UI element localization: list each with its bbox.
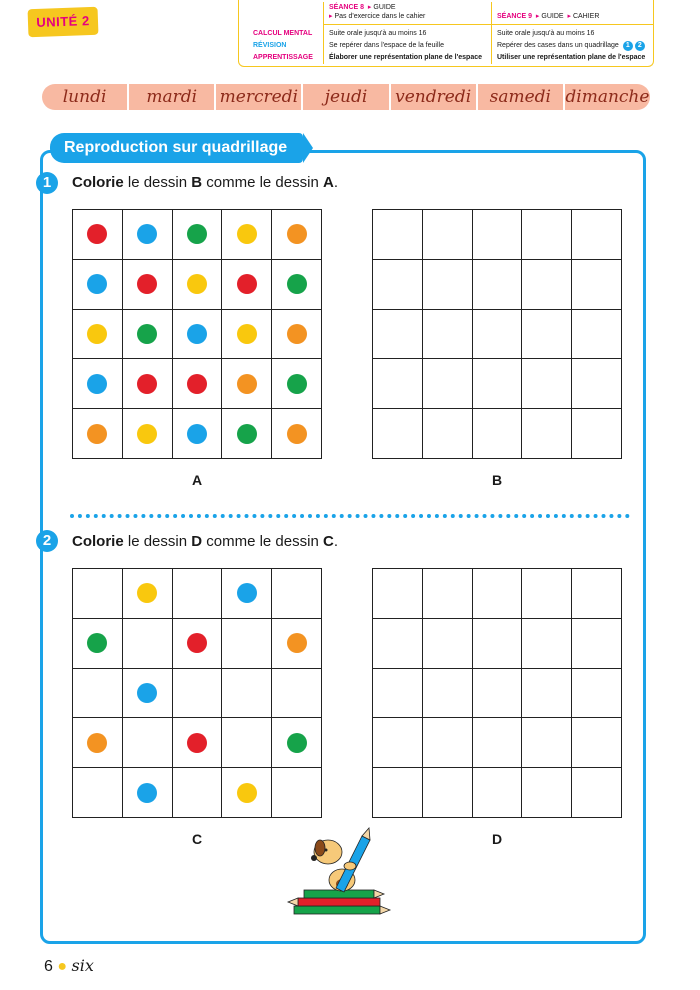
grid-cell[interactable] [423, 569, 473, 619]
grid-cell[interactable] [522, 260, 572, 310]
grid-cell[interactable] [572, 310, 622, 360]
seance9-cahier: CAHIER [572, 13, 600, 20]
grid-cell [73, 210, 123, 260]
green-dot [287, 274, 307, 294]
day-jeudi: jeudi [303, 84, 390, 110]
seance8-row3: Élaborer une représentation plane de l'espace [329, 54, 482, 61]
yellow-dot [237, 224, 257, 244]
day-mardi: mardi [129, 84, 216, 110]
grid-cell [272, 260, 322, 310]
grid-cell [222, 669, 272, 719]
grid-cell [173, 359, 223, 409]
grid-cell[interactable] [473, 569, 523, 619]
grid-cell[interactable] [522, 210, 572, 260]
green-dot [137, 324, 157, 344]
red-dot [237, 274, 257, 294]
page-footer [44, 956, 94, 976]
grid-cell [123, 260, 173, 310]
seance8-row2: Se repérer dans l'espace de la feuille [329, 42, 444, 49]
grid-c [72, 568, 322, 818]
orange-dot [287, 633, 307, 653]
grid-cell [123, 669, 173, 719]
orange-dot [287, 324, 307, 344]
seance9-row2: Repérer des cases dans un quadrillage [497, 42, 619, 49]
grid-cell [73, 669, 123, 719]
grid-cell [272, 768, 322, 818]
grid-cell[interactable] [423, 669, 473, 719]
footer-dot-icon: ● [57, 958, 68, 975]
green-dot [287, 733, 307, 753]
grid-cell[interactable] [373, 359, 423, 409]
grid-cell[interactable] [572, 768, 622, 818]
grid-cell [123, 619, 173, 669]
grid-cell[interactable] [572, 409, 622, 459]
grid-cell [272, 619, 322, 669]
grid-cell[interactable] [373, 569, 423, 619]
grid-cell [272, 310, 322, 360]
yellow-dot [237, 783, 257, 803]
page-number-word: six [71, 956, 94, 975]
grid-cell[interactable] [423, 260, 473, 310]
grid-cell[interactable] [522, 669, 572, 719]
grid-cell[interactable] [373, 409, 423, 459]
grid-cell [73, 409, 123, 459]
grid-cell[interactable] [522, 768, 572, 818]
day-mercredi: mercredi [216, 84, 303, 110]
red-dot [187, 733, 207, 753]
grid-a [72, 209, 322, 459]
grid-b[interactable] [372, 209, 622, 459]
orange-dot [287, 424, 307, 444]
yellow-dot [137, 583, 157, 603]
grid-cell[interactable] [572, 359, 622, 409]
grid-cell [272, 210, 322, 260]
grid-cell [73, 310, 123, 360]
grid-cell [123, 409, 173, 459]
seance9-guide: GUIDE [541, 13, 564, 20]
grid-cell [123, 718, 173, 768]
grid-cell [173, 718, 223, 768]
grid-cell[interactable] [423, 310, 473, 360]
grid-cell[interactable] [522, 718, 572, 768]
grid-cell [73, 569, 123, 619]
label-b: B [491, 472, 503, 488]
grid-cell [222, 260, 272, 310]
day-samedi: samedi [478, 84, 565, 110]
grid-cell[interactable] [423, 409, 473, 459]
green-dot [237, 424, 257, 444]
exercise-2-number: 2 [36, 530, 58, 552]
exercise-1-instruction: Colorie le dessin B comme le dessin A. [72, 174, 338, 191]
unit-tab: UNITÉ 2 [28, 7, 99, 37]
section-title: Reproduction sur quadrillage [50, 133, 303, 163]
grid-cell [173, 210, 223, 260]
page-number: 6 [44, 958, 53, 975]
grid-cell[interactable] [423, 210, 473, 260]
grid-cell [272, 409, 322, 459]
grid-cell [123, 210, 173, 260]
grid-cell [173, 310, 223, 360]
grid-cell [173, 619, 223, 669]
blue-dot [237, 583, 257, 603]
grid-cell[interactable] [473, 210, 523, 260]
grid-cell [173, 260, 223, 310]
exercise-1-number: 1 [36, 172, 58, 194]
dog-with-pencils-illustration [284, 826, 394, 924]
grid-cell[interactable] [373, 310, 423, 360]
session-header: SÉANCE 8 ▸ GUIDE ▸ Pas d'exercice dans le cahier SÉANCE 9 ▸ GUIDE ▸ CAHIER CALCUL MENTAL RÉVISION APPRENTISSAGE Suite orale jusqu'à au moins 16 Se repérer dans l'espace de la feuille Élaborer une représentation plane de l'espace Suite orale jusqu'à au moins 16 Repérer des cases dans un quadrillage 1 2 Utiliser une représentation plane de l'espace [238, 0, 654, 67]
grid-cell [272, 718, 322, 768]
grid-cell[interactable] [473, 718, 523, 768]
day-lundi: lundi [42, 84, 129, 110]
grid-cell[interactable] [572, 210, 622, 260]
exercise-2-instruction: Colorie le dessin D comme le dessin C. [72, 533, 338, 550]
grid-cell[interactable] [373, 260, 423, 310]
grid-cell[interactable] [373, 619, 423, 669]
grid-cell[interactable] [473, 260, 523, 310]
grid-cell[interactable] [522, 619, 572, 669]
blue-dot [137, 224, 157, 244]
grid-cell[interactable] [572, 718, 622, 768]
day-vendredi: vendredi [391, 84, 478, 110]
grid-cell [173, 409, 223, 459]
grid-cell [123, 768, 173, 818]
yellow-dot [137, 424, 157, 444]
green-dot [187, 224, 207, 244]
grid-d[interactable] [372, 568, 622, 818]
grid-cell [222, 718, 272, 768]
red-dot [137, 274, 157, 294]
grid-cell [173, 669, 223, 719]
grid-cell[interactable] [572, 619, 622, 669]
seance9-row1: Suite orale jusqu'à au moins 16 [497, 30, 595, 37]
red-dot [87, 224, 107, 244]
label-c: C [191, 831, 203, 847]
red-dot [187, 374, 207, 394]
grid-cell[interactable] [522, 409, 572, 459]
grid-cell [222, 569, 272, 619]
category-calcul-mental: CALCUL MENTAL [253, 30, 313, 37]
grid-cell[interactable] [373, 718, 423, 768]
orange-dot [237, 374, 257, 394]
orange-dot [287, 224, 307, 244]
grid-cell[interactable] [423, 619, 473, 669]
seance8-guide: GUIDE [373, 4, 396, 11]
grid-cell[interactable] [473, 669, 523, 719]
orange-dot [87, 424, 107, 444]
orange-dot [87, 733, 107, 753]
seance8-row1: Suite orale jusqu'à au moins 16 [329, 30, 427, 37]
grid-cell [73, 359, 123, 409]
grid-cell[interactable] [522, 569, 572, 619]
grid-cell [73, 619, 123, 669]
yellow-dot [237, 324, 257, 344]
grid-cell[interactable] [522, 359, 572, 409]
category-revision: RÉVISION [253, 42, 287, 49]
blue-dot [137, 683, 157, 703]
green-dot [87, 633, 107, 653]
seance8-note: Pas d'exercice dans le cahier [334, 13, 426, 20]
grid-cell [222, 619, 272, 669]
badge-exercise-1: 1 [623, 41, 633, 51]
grid-cell[interactable] [423, 718, 473, 768]
label-d: D [491, 831, 503, 847]
day-dimanche: dimanche [565, 84, 650, 110]
label-a: A [191, 472, 203, 488]
grid-cell [222, 768, 272, 818]
grid-cell [173, 569, 223, 619]
grid-cell [123, 569, 173, 619]
seance8-title: SÉANCE 8 [329, 4, 365, 11]
green-dot [287, 374, 307, 394]
grid-cell[interactable] [423, 768, 473, 818]
red-dot [187, 633, 207, 653]
grid-cell[interactable] [423, 359, 473, 409]
grid-cell [123, 359, 173, 409]
grid-cell[interactable] [473, 359, 523, 409]
grid-cell[interactable] [473, 768, 523, 818]
grid-cell[interactable] [522, 310, 572, 360]
yellow-dot [187, 274, 207, 294]
weekdays-banner [42, 84, 650, 110]
grid-cell[interactable] [572, 260, 622, 310]
badge-exercise-2: 2 [635, 41, 645, 51]
grid-cell [222, 409, 272, 459]
grid-cell[interactable] [572, 669, 622, 719]
grid-cell [272, 669, 322, 719]
grid-cell [272, 569, 322, 619]
red-dot [137, 374, 157, 394]
seance9-row3: Utiliser une représentation plane de l'espace [497, 54, 646, 61]
grid-cell[interactable] [373, 768, 423, 818]
grid-cell [123, 310, 173, 360]
grid-cell [73, 718, 123, 768]
blue-dot [87, 274, 107, 294]
grid-cell [222, 359, 272, 409]
grid-cell [272, 359, 322, 409]
grid-cell [173, 768, 223, 818]
grid-cell[interactable] [373, 210, 423, 260]
grid-cell [73, 260, 123, 310]
blue-dot [87, 374, 107, 394]
yellow-dot [87, 324, 107, 344]
seance9-title: SÉANCE 9 [497, 13, 533, 20]
grid-cell[interactable] [572, 569, 622, 619]
blue-dot [187, 324, 207, 344]
blue-dot [187, 424, 207, 444]
grid-cell [73, 768, 123, 818]
grid-cell[interactable] [373, 669, 423, 719]
blue-dot [137, 783, 157, 803]
grid-cell [222, 310, 272, 360]
category-apprentissage: APPRENTISSAGE [253, 54, 313, 61]
grid-cell[interactable] [473, 310, 523, 360]
grid-cell [222, 210, 272, 260]
grid-cell[interactable] [473, 409, 523, 459]
dotted-separator [70, 514, 630, 518]
grid-cell[interactable] [473, 619, 523, 669]
